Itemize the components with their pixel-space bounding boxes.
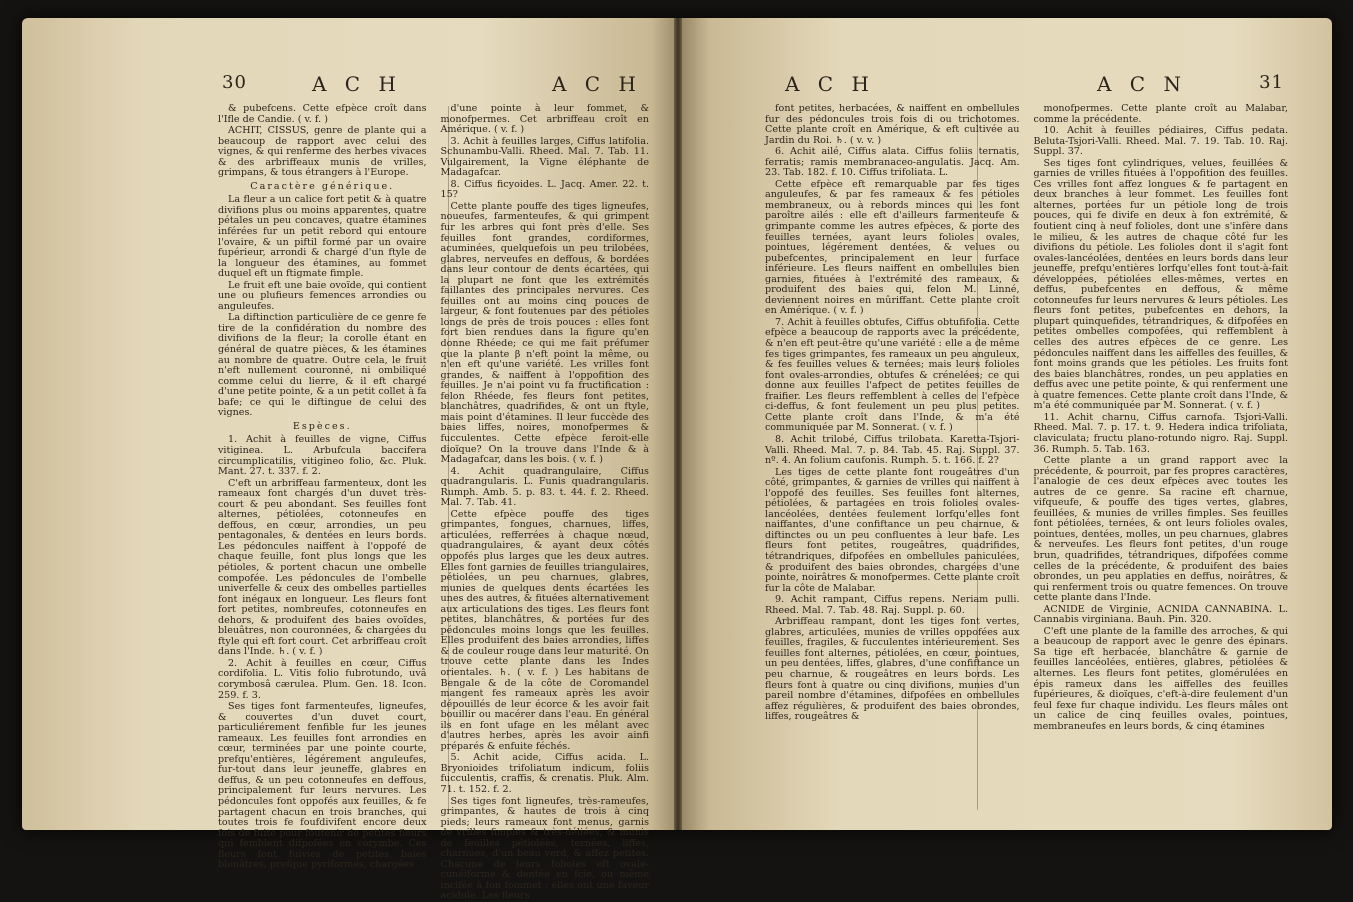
paragraph: 10. Achit à feuilles pédiaires, Ciffus pedata. Beluta-Tsjori-Valli. Rheed. Mal. 7. 19. Tab. 10. Raj. Suppl. 37. bbox=[1033, 125, 1288, 158]
left-page-number: 30 bbox=[222, 72, 247, 93]
paragraph: Ses tiges font cylindriques, velues, feuillées & garnies de vrilles fituées à l'oppofition des feuilles. Ces vrilles font affez longues & fe partagent en deux branches à leur fommet. Les feuilles font alternes, portées fur un pétiole long de trois pouces, qui fe divife en deux à fon extrémité, & foutient cinq à neuf folioles, dont une s'infère dans le milieu, & les autres de chaque côté fur les divifions du pétiole. Les folioles dont il s'agit font ovales-lancéolées, dentées en leurs bords dans leur jeuneffe, prefqu'entières lorfqu'elles font tout-à-fait développées, pétiolées elles-mêmes, vertes en deffus, pubefcentes en deffous, & même cotonneufes fur leurs nervures & leurs pétioles. Les fleurs font petites, pubefcentes en dehors, la plupart quinquefides, tétrandriques, & difpofées en petites ombelles compofées, qui reffemblent à celles des autres efpèces de ce genre. Les pédoncules naiffent dans les aiffelles des feuilles, & font moins grands que les pétioles. Les fruits font des baies blanchâtres, rondes, un peu applaties en deffus avec une petite pointe, & qui renferment une à quatre femences. Cette plante croît dans l'Inde, & m'a été communiquée par M. Sonnerat. ( v. f. ) bbox=[1033, 157, 1288, 412]
paragraph: Les tiges de cette plante font rougeâtres d'un côté, grimpantes, & garnies de vrilles qui naiffent à l'oppofé des feuilles. Ses feuilles font alternes, pétiolées, & partagées en trois folioles ovales-lancéolées, dentées feulement lorfqu'elles font naiffantes, d'une confiftance un peu charnue, & diftinctes ou un peu confluentes à leur bafe. Les fleurs font petites, rougeâtres, quadrifides, tétrandriques, difpofées en ombellules paniculées, & produifent des baies obrondes, chargées d'une pointe, noirâtres & monofpermes. Cette plante croît fur la côte de Malabar. bbox=[765, 466, 1020, 594]
right-page-columns bbox=[765, 104, 1288, 816]
paragraph: 7. Achit à feuilles obtufes, Ciffus obtufifolia. Cette efpèce a beaucoup de rapports avec la précédente, & n'en eft peut-être qu'une variété : elle a de même fes tiges grimpantes, fes rameaux un peu anguleux, & fes feuilles velues & ternées; mais leurs folioles font ovales-arrondies, obtufes & crénelées; ce qui donne aux feuilles l'afpect de petites feuilles de fraifier. Les fleurs reffemblent à celles de l'efpèce ci-deffus, & font feulement un peu plus petites. Cette plante croît dans l'Inde, & m'a été communiquée par M. Sonnerat. ( v. f. ) bbox=[765, 316, 1020, 434]
paragraph: Cette efpèce pouffe des tiges grimpantes, fongues, charnues, liffes, articulées, refferrées à chaque nœud, quadrangulaires, & ayant deux côtés oppofés plus larges que les deux autres. Elles font garnies de feuilles triangulaires, pétiolées, un peu charnues, glabres, munies de quelques dents écartées les unes des autres, & fituées alternativement aux articulations des tiges. Les fleurs font petites, blanchâtres, & portées fur des pédoncules moins longs que les feuilles. Elles produifent des baies arrondies, liffes & de couleur rouge dans leur maturité. On trouve cette plante dans les Indes orientales. ♄. ( v. f. ) Les habitans de Bengale & de la côte de Coromandel mangent fes rameaux après les avoir dépouillés de leur écorce & les avoir fait bouillir ou macérer dans l'eau. En général ils en font ufage en les mêlant avec d'autres herbes, après les avoir ainfi préparés & enfuite féchés. bbox=[440, 508, 650, 752]
paragraph: C'eft une plante de la famille des arroches, & qui a beaucoup de rapport avec le genre des épinars. Sa tige eft herbacée, blanchâtre & garnie de feuilles lancéolées, entières, glabres, pétiolées & alternes. Les fleurs font petites, glomérulées en épis rameux dans les aiffelles des feuilles fupérieures, & dioïques, c'eft-à-dire feulement d'un feul fexe fur chaque individu. Les fleurs mâles ont un calice de cinq feuilles ovales, pointues, membraneufes en leurs bords, & cinq étamines bbox=[1033, 625, 1288, 732]
paragraph: La diftinction particulière de ce genre fe tire de la confidération du nombre des divifions de la fleur; la corolle étant en général de quatre pièces, & les étamines au nombre de quatre. Outre cela, le fruit n'eft nullement couronné, ni ombiliqué comme celui du lierre, & il eft chargé d'une petite pointe, & a un petit collet à fa bafe; ce qui le diftingue de celui des vignes. bbox=[218, 312, 427, 419]
section-heading: Caractère générique. bbox=[250, 180, 395, 192]
paragraph: & pubefcens. Cette efpèce croît dans l'Ifle de Candie. ( v. f. ) bbox=[218, 103, 427, 125]
right-page bbox=[677, 18, 1332, 830]
left-column-2 bbox=[440, 103, 650, 902]
left-column-1 bbox=[218, 103, 427, 871]
paragraph: 5. Achit acide, Ciffus acida. L. Bryonioides trifoliatum indicum, foliis fucculentis, craffis, & crenatis. Pluk. Alm. 71. t. 152. f. 2. bbox=[440, 752, 649, 795]
left-running-head-1: A C H bbox=[312, 72, 402, 96]
paragraph: 8. Ciffus ficyoides. L. Jacq. Amer. 22. t. 15? bbox=[440, 178, 649, 201]
paragraph: ACNIDE de Virginie, ACNIDA CANNABINA. L. Cannabis virginiana. Bauh. Pin. 320. bbox=[1033, 603, 1288, 626]
paragraph: Arbriffeau rampant, dont les tiges font vertes, glabres, articulées, munies de vrilles oppofées aux feuilles, fragiles, & fucculentes intérieurement. Ses feuilles font alternes, pétiolées, en cœur, pointues, un peu dentées, liffes, glabres, d'une confiftance un peu charnue, & rougeâtres en leurs bords. Les fleurs font à quatre ou cinq divifions, munies d'un pareil nombre d'étamines, difpofées en ombellules affez régulières, & produifent des baies obrondes, liffes, rougeâtres & bbox=[765, 616, 1020, 723]
paragraph: 4. Achit quadrangulaire, Ciffus quadrangularis. L. Funis quadrangularis. Rumph. Amb. 5. p. 83. t. 44. f. 2. Rheed. Mal. 7. Tab. 41. bbox=[440, 465, 649, 509]
paragraph: 8. Achit trilobé, Ciffus trilobata. Karetta-Tsjori-Valli. Rheed. Mal. 7. p. 84. Tab. 45. Raj. Suppl. 37. nº. 4. An folium caufonis. Rumph. 5. t. 166. f. 2? bbox=[765, 433, 1020, 467]
paragraph: 11. Achit charnu, Ciffus carnofa. Tsjori-Valli. Rheed. Mal. 7. p. 17. t. 9. Hedera indica trifoliata, claviculata; fructu plano-rotundo nigro. Raj. Suppl. 36. Rumph. 5. Tab. 163. bbox=[1033, 411, 1288, 455]
paragraph: ACHIT, CISSUS, genre de plante qui a beaucoup de rapport avec celui des vignes, & qui renferme des herbes vivaces & des arbriffeaux munis de vrilles, grimpans, & tous étrangers à l'Europe. bbox=[218, 125, 427, 179]
paragraph: 1. Achit à feuilles de vigne, Ciffus vitiginea. L. Arbufcula baccifera circumplicatilis, vitigineo folio, &c. Pluk. Mant. 27. t. 337. f. 2. bbox=[218, 434, 427, 478]
right-running-head-1: A C H bbox=[785, 72, 875, 96]
paragraph: 2. Achit à feuilles en cœur, Ciffus cordifolia. L. Vitis folio fubrotundo, uvâ corymbosâ cærulea. Plum. Gen. 18. Icon. 259. f. 3. bbox=[218, 657, 427, 701]
paragraph: 3. Achit à feuilles larges, Ciffus latifolia. Schunambu-Valli. Rheed. Mal. 7. Tab. 11. Vulgairement, la Vigne éléphante de Madagafcar. bbox=[440, 135, 649, 179]
paragraph: Cette efpèce eft remarquable par fes tiges anguleufes, & par fes rameaux & fes pétioles membraneux, ou à rebords minces qui les font paroître ailés : elle eft d'ailleurs farmenteufe & grimpante comme les autres efpèces, & porte des feuilles ternées, ayant leurs folioles ovales, pointues, légérement dentées, & velues ou pubefcentes, principalement en leur furface inférieure. Les fleurs naiffent en ombellules bien garnies, fituées à l'extrémité des rameaux, & produifent des baies qui, felon M. Linné, deviennent noires en mûriffant. Cette plante croît en Amérique. ( v. f. ) bbox=[765, 178, 1020, 317]
paragraph: Ses tiges font farmenteufes, ligneufes, & couvertes d'un duvet court, particuliérement fenfible fur les jeunes rameaux. Les feuilles font arrondies en cœur, terminées par une pointe courte, prefqu'entières, légérement anguleufes, fur-tout dans leur jeuneffe, glabres en deffus, & un peu cotonneufes en deffous, principalement fur leurs nervures. Les pédoncules font oppofés aux feuilles, & fe partagent chacun en trois branches, qui toutes trois fe foufdivifent encore deux fois de fuite pour foutenir de petites fleurs qui femblent difpofées en corymbe. Ces fleurs font fuivies de petites baies bleuâtres, prefque pyriformes, chargées bbox=[218, 701, 427, 871]
left-page bbox=[22, 18, 677, 902]
right-column-1 bbox=[765, 104, 1020, 816]
paragraph: C'eft un arbriffeau farmenteux, dont les rameaux font chargés d'un duvet très-court & peu abondant. Ses feuilles font alternes, pétiolées, cotonneufes en deffous, en cœur, arrondies, un peu pentagonales, & dentées en leurs bords. Les pédoncules naiffent à l'oppofé de chaque feuille, font plus longs que les pétioles, & portent chacun une ombelle compofée. Les pédoncules de l'ombelle univerfelle & ceux des ombelles partielles font inégaux en longueur. Les fleurs font fort petites, nombreufes, cotonneufes en dehors, & produifent des baies ovoïdes, bleuâtres, non couronnées, & chargées du ftyle qui eft fort court. Cet arbriffeau croît dans l'Inde. ♄. ( v. f. ) bbox=[218, 477, 427, 658]
paragraph: font petites, herbacées, & naiffent en ombellules fur des pédoncules trois fois di ou trichotomes. Cette plante croît en Amérique, & eft cultivée au Jardin du Roi. ♄. ( v. v. ) bbox=[765, 103, 1020, 146]
paragraph: Le fruit eft une baie ovoïde, qui contient une ou plufieurs femences arrondies ou anguleufes. bbox=[218, 279, 427, 312]
paragraph: d'une pointe à leur fommet, & monofpermes. Cet arbriffeau croît en Amérique. ( v. f. ) bbox=[440, 103, 649, 136]
left-page-header bbox=[22, 72, 677, 98]
section-heading: Espèces. bbox=[292, 420, 352, 432]
paragraph: Ses tiges font ligneufes, très-rameufes, grimpantes, & hautes de trois à cinq pieds; leurs rameaux font menus, garnis de vrilles fimples & très-déliées, & munis de feuilles pétiolées, ternées, liffes, charnues, d'un beau verd, & affez petites. Chacune de leurs folioles eft ovale-cunéiforme & dentée en fcie, ou même incifée à fon fommet : elles ont une faveur acidule. Les fleurs bbox=[440, 795, 649, 902]
right-column-2 bbox=[1034, 104, 1289, 816]
right-page-header bbox=[677, 72, 1332, 98]
paragraph: Cette plante a un grand rapport avec la précédente, & pourroit, par fes propres caractères, l'analogie de ces deux efpèces avec toutes les autres de ce genre. Sa racine eft charnue, vifqueufe, & pouffe des tiges vertes, glabres, feuillées, & munies de vrilles fimples. Ses feuilles font pétiolées, ternées, & ont leurs folioles ovales, pointues, dentées, molles, un peu charnues, glabres & nerveufes. Les fleurs font petites, d'un rouge brun, quadrifides, tétrandriques, difpofées comme celles de la précédente, & produifent des baies obrondes, un peu applaties en deffus, noirâtres, & qui renferment trois ou quatre femences. On trouve cette plante dans l'Inde. bbox=[1033, 455, 1288, 604]
right-page-number: 31 bbox=[1259, 72, 1284, 93]
paragraph: Cette plante pouffe des tiges ligneufes, noueufes, farmenteufes, & qui grimpent fur les arbres qui font près d'elle. Ses feuilles font grandes, cordiformes, acuminées, quelquefois un peu trilobées, glabres, nerveufes en deffous, & bordées dans leur contour de dents écartées, qui la plupart ne font que les extrémités faillantes des principales nervures. Ces feuilles ont au moins cinq pouces de largeur, & font foutenues par des pétioles longs de près de trois pouces : elles font fort bien rendues dans la figure qu'en donne Rhéede; ce qui me fait préfumer que la plante β n'eft point la même, ou n'en eft qu'une variété. Les vrilles font grandes, & naiffent à l'oppofition des feuilles. Je n'ai point vu fa fructification : felon Rhéede, fes fleurs font petites, blanchâtres, quadrifides, & ont un ftyle, mais point d'étamines. Il leur fuccède des baies liffes, noires, monofpermes & fucculentes. Cette efpèce feroit-elle dioïque? On la trouve dans l'Inde & à Madagafcar, dans les bois. ( v. f. ) bbox=[440, 200, 649, 466]
book-spread bbox=[22, 18, 1332, 902]
paragraph: 9. Achit rampant, Ciffus repens. Neriam pulli. Rheed. Mal. 7. Tab. 48. Raj. Suppl. p. 60. bbox=[765, 594, 1020, 616]
left-running-head-2: A C H bbox=[552, 72, 642, 96]
paragraph: La fleur a un calice fort petit & à quatre divifions plus ou moins apparentes, quatre pétales un peu concaves, quatre étamines inférées fur un petit rebord qui entoure l'ovaire, & un piftil formé par un ovaire fupérieur, arrondi & chargé d'un ftyle de la longueur des étamines, au fommet duquel eft un ftigmate fimple. bbox=[218, 194, 427, 280]
paragraph: 6. Achit ailé, Ciffus alata. Ciffus foliis ternatis, ferratis; ramis membranaceo-angulatis. Jacq. Am. 23. Tab. 182. f. 10. Ciffus trifoliata. L. bbox=[765, 146, 1020, 179]
right-running-head-2: A C N bbox=[1097, 72, 1187, 96]
left-page-columns bbox=[218, 103, 650, 902]
paragraph: monofpermes. Cette plante croît au Malabar, comme la précédente. bbox=[1033, 103, 1288, 125]
book-gutter bbox=[674, 18, 682, 830]
